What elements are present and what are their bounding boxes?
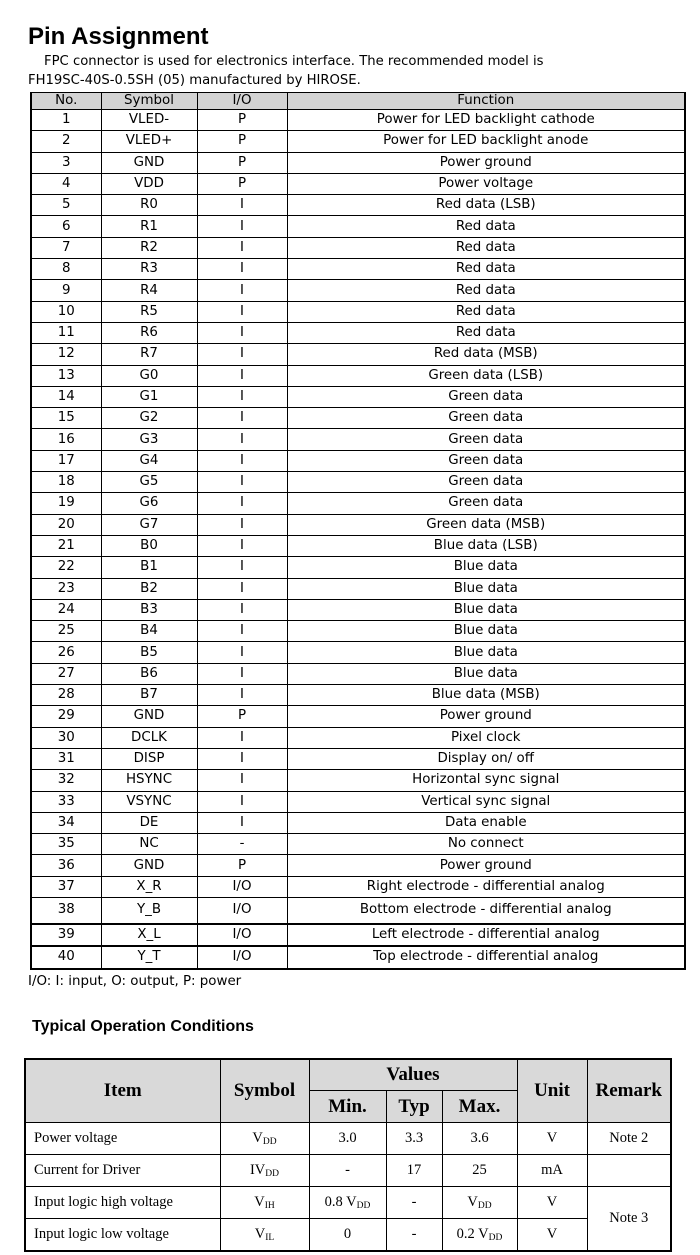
pin-cell-io: I — [197, 642, 287, 663]
pin-cell-symbol: B0 — [101, 535, 197, 556]
pin-cell-symbol: DE — [101, 812, 197, 833]
pin-cell-symbol: R7 — [101, 344, 197, 365]
ops-unit: V — [517, 1123, 587, 1155]
col-header-no: No. — [31, 93, 101, 110]
pin-row — [31, 621, 685, 642]
ops-remark — [587, 1155, 671, 1187]
pin-cell-no: 26 — [31, 642, 101, 663]
pin-row — [31, 924, 685, 946]
pin-cell-symbol: B2 — [101, 578, 197, 599]
ops-symbol-main: V — [252, 1130, 263, 1146]
pin-cell-symbol: R3 — [101, 259, 197, 280]
pin-cell-io: I — [197, 493, 287, 514]
pin-cell-function: Green data — [287, 493, 685, 514]
pin-cell-io: P — [197, 110, 287, 131]
ops-min: - — [309, 1155, 386, 1187]
ops-symbol-sub: DD — [265, 1169, 280, 1179]
pin-row — [31, 259, 685, 280]
pin-row — [31, 748, 685, 769]
pin-cell-symbol: B7 — [101, 685, 197, 706]
pin-row — [31, 450, 685, 471]
pin-cell-no: 9 — [31, 280, 101, 301]
pin-cell-no: 31 — [31, 748, 101, 769]
pin-cell-no: 20 — [31, 514, 101, 535]
pin-row — [31, 173, 685, 194]
pin-row — [31, 280, 685, 301]
ops-symbol — [220, 1123, 309, 1155]
pin-cell-io: I — [197, 472, 287, 493]
pin-cell-symbol: R1 — [101, 216, 197, 237]
ops-symbol-sub: IL — [265, 1233, 275, 1243]
pin-row — [31, 216, 685, 237]
pin-cell-no: 4 — [31, 173, 101, 194]
pin-cell-symbol: G0 — [101, 365, 197, 386]
pin-cell-symbol: G7 — [101, 514, 197, 535]
pin-cell-function: Red data — [287, 322, 685, 343]
ops-max-main: V — [467, 1194, 478, 1210]
pin-row — [31, 429, 685, 450]
pin-cell-function: Red data — [287, 280, 685, 301]
ops-symbol — [220, 1187, 309, 1219]
operation-conditions-table — [24, 1058, 672, 1252]
pin-cell-symbol: X_L — [101, 924, 197, 946]
pin-cell-symbol: X_R — [101, 876, 197, 897]
pin-cell-function: Power ground — [287, 706, 685, 727]
pin-row — [31, 770, 685, 791]
pin-cell-function: Green data — [287, 386, 685, 407]
pin-cell-symbol: B6 — [101, 663, 197, 684]
pin-cell-function: Top electrode - differential analog — [287, 946, 685, 968]
pin-cell-io: I — [197, 812, 287, 833]
ops-item: Input logic high voltage — [25, 1187, 220, 1219]
pin-cell-no: 18 — [31, 472, 101, 493]
ops-min: 3.0 — [309, 1123, 386, 1155]
pin-row — [31, 599, 685, 620]
pin-cell-symbol: VSYNC — [101, 791, 197, 812]
ops-row — [25, 1123, 671, 1155]
pin-assignment-table — [30, 92, 686, 970]
ops-max-main: 0.2 V — [456, 1226, 489, 1242]
ops-header-min: Min. — [309, 1091, 386, 1123]
pin-cell-symbol: G5 — [101, 472, 197, 493]
ops-symbol-main: V — [254, 1226, 266, 1242]
pin-cell-function: No connect — [287, 834, 685, 855]
pin-cell-io: I — [197, 195, 287, 216]
ops-symbol-main: IV — [249, 1162, 266, 1178]
pin-cell-no: 28 — [31, 685, 101, 706]
pin-cell-no: 8 — [31, 259, 101, 280]
io-legend: I/O: I: input, O: output, P: power — [28, 974, 242, 989]
pin-cell-no: 6 — [31, 216, 101, 237]
pin-cell-io: I — [197, 322, 287, 343]
pin-cell-function: Blue data — [287, 599, 685, 620]
pin-cell-symbol: GND — [101, 706, 197, 727]
pin-cell-no: 39 — [31, 924, 101, 946]
ops-min: 0 — [309, 1219, 386, 1252]
pin-cell-no: 30 — [31, 727, 101, 748]
pin-cell-symbol: R5 — [101, 301, 197, 322]
pin-cell-no: 5 — [31, 195, 101, 216]
pin-cell-function: Blue data — [287, 557, 685, 578]
pin-cell-io: I — [197, 791, 287, 812]
ops-header-typ: Typ — [386, 1091, 442, 1123]
pin-row — [31, 152, 685, 173]
pin-cell-function: Green data — [287, 472, 685, 493]
pin-cell-io: I — [197, 748, 287, 769]
col-header-io: I/O — [197, 93, 287, 110]
ops-max-sub: DD — [488, 1233, 503, 1243]
pin-cell-no: 25 — [31, 621, 101, 642]
pin-cell-no: 22 — [31, 557, 101, 578]
pin-cell-symbol: VDD — [101, 173, 197, 194]
pin-cell-function: Power voltage — [287, 173, 685, 194]
pin-cell-function: Green data — [287, 408, 685, 429]
ops-remark: Note 2 — [587, 1123, 671, 1155]
pin-cell-function: Green data — [287, 450, 685, 471]
pin-cell-no: 11 — [31, 322, 101, 343]
pin-cell-no: 34 — [31, 812, 101, 833]
pin-row — [31, 131, 685, 152]
pin-row — [31, 514, 685, 535]
pin-row — [31, 365, 685, 386]
pin-cell-function: Power for LED backlight cathode — [287, 110, 685, 131]
pin-cell-no: 37 — [31, 876, 101, 897]
pin-cell-no: 2 — [31, 131, 101, 152]
pin-row — [31, 110, 685, 131]
ops-header-item: Item — [25, 1059, 220, 1123]
ops-remark: Note 3 — [587, 1187, 671, 1252]
ops-header-symbol: Symbol — [220, 1059, 309, 1123]
pin-cell-function: Power ground — [287, 855, 685, 876]
pin-row — [31, 897, 685, 924]
pin-row — [31, 642, 685, 663]
pin-cell-io: I/O — [197, 946, 287, 968]
pin-cell-function: Blue data (LSB) — [287, 535, 685, 556]
ops-item: Input logic low voltage — [25, 1219, 220, 1252]
pin-cell-no: 12 — [31, 344, 101, 365]
pin-row — [31, 834, 685, 855]
page-title: Pin Assignment — [28, 23, 209, 50]
ops-max — [442, 1219, 517, 1252]
pin-cell-io: I — [197, 450, 287, 471]
pin-cell-no: 32 — [31, 770, 101, 791]
pin-cell-io: I — [197, 727, 287, 748]
ops-symbol-main: V — [254, 1194, 265, 1210]
pin-row — [31, 557, 685, 578]
pin-cell-symbol: Y_T — [101, 946, 197, 968]
ops-header-unit: Unit — [517, 1059, 587, 1123]
pin-cell-function: Blue data — [287, 663, 685, 684]
pin-row — [31, 195, 685, 216]
pin-cell-io: I — [197, 557, 287, 578]
pin-cell-function: Red data — [287, 301, 685, 322]
pin-cell-function: Blue data — [287, 642, 685, 663]
pin-cell-no: 35 — [31, 834, 101, 855]
ops-row — [25, 1219, 671, 1252]
pin-cell-no: 36 — [31, 855, 101, 876]
pin-cell-symbol: G6 — [101, 493, 197, 514]
pin-cell-function: Data enable — [287, 812, 685, 833]
ops-typ: 3.3 — [386, 1123, 442, 1155]
pin-cell-no: 14 — [31, 386, 101, 407]
pin-cell-no: 23 — [31, 578, 101, 599]
pin-cell-io: I — [197, 237, 287, 258]
ops-header-values: Values — [309, 1059, 517, 1091]
pin-cell-function: Red data (MSB) — [287, 344, 685, 365]
pin-cell-io: I — [197, 578, 287, 599]
pin-cell-no: 7 — [31, 237, 101, 258]
ops-min — [309, 1187, 386, 1219]
pin-cell-io: I — [197, 216, 287, 237]
pin-table-header-row — [31, 93, 685, 110]
col-header-function: Function — [287, 93, 685, 110]
ops-header-remark: Remark — [587, 1059, 671, 1123]
pin-cell-io: I — [197, 770, 287, 791]
pin-cell-io: P — [197, 855, 287, 876]
ops-typ: - — [386, 1187, 442, 1219]
pin-row — [31, 685, 685, 706]
ops-symbol — [220, 1219, 309, 1252]
pin-cell-function: Vertical sync signal — [287, 791, 685, 812]
pin-cell-symbol: Y_B — [101, 897, 197, 924]
pin-row — [31, 727, 685, 748]
pin-cell-symbol: B4 — [101, 621, 197, 642]
pin-cell-no: 27 — [31, 663, 101, 684]
pin-cell-symbol: VLED+ — [101, 131, 197, 152]
pin-cell-function: Red data (LSB) — [287, 195, 685, 216]
ops-unit: V — [517, 1219, 587, 1252]
ops-symbol-sub: IH — [264, 1201, 275, 1211]
pin-cell-no: 3 — [31, 152, 101, 173]
pin-cell-symbol: B3 — [101, 599, 197, 620]
pin-cell-function: Green data (MSB) — [287, 514, 685, 535]
pin-cell-io: I/O — [197, 897, 287, 924]
pin-cell-symbol: DCLK — [101, 727, 197, 748]
pin-cell-io: I — [197, 429, 287, 450]
pin-cell-symbol: GND — [101, 855, 197, 876]
pin-cell-symbol: VLED- — [101, 110, 197, 131]
pin-cell-io: P — [197, 152, 287, 173]
pin-row — [31, 301, 685, 322]
ops-max: 25 — [442, 1155, 517, 1187]
pin-cell-symbol: R6 — [101, 322, 197, 343]
pin-cell-io: I/O — [197, 924, 287, 946]
pin-cell-io: I — [197, 386, 287, 407]
ops-item: Power voltage — [25, 1123, 220, 1155]
pin-cell-io: I — [197, 685, 287, 706]
pin-cell-function: Red data — [287, 216, 685, 237]
pin-row — [31, 791, 685, 812]
pin-cell-no: 40 — [31, 946, 101, 968]
pin-cell-function: Red data — [287, 259, 685, 280]
pin-cell-function: Blue data (MSB) — [287, 685, 685, 706]
pin-row — [31, 706, 685, 727]
pin-cell-function: Bottom electrode - differential analog — [287, 897, 685, 924]
pin-cell-no: 16 — [31, 429, 101, 450]
pin-cell-symbol: HSYNC — [101, 770, 197, 791]
pin-cell-symbol: G2 — [101, 408, 197, 429]
pin-row — [31, 408, 685, 429]
intro-text — [28, 52, 543, 90]
pin-cell-function: Blue data — [287, 578, 685, 599]
ops-min-sub: DD — [356, 1201, 371, 1211]
pin-row — [31, 237, 685, 258]
pin-table-body — [31, 110, 685, 969]
pin-cell-io: I — [197, 535, 287, 556]
pin-cell-no: 24 — [31, 599, 101, 620]
ops-row — [25, 1187, 671, 1219]
pin-cell-no: 29 — [31, 706, 101, 727]
pin-cell-io: I — [197, 365, 287, 386]
pin-cell-symbol: R2 — [101, 237, 197, 258]
pin-row — [31, 472, 685, 493]
pin-cell-symbol: R0 — [101, 195, 197, 216]
pin-cell-io: I — [197, 663, 287, 684]
pin-cell-io: P — [197, 131, 287, 152]
pin-row — [31, 322, 685, 343]
col-header-symbol: Symbol — [101, 93, 197, 110]
pin-cell-io: I — [197, 259, 287, 280]
pin-cell-no: 21 — [31, 535, 101, 556]
pin-cell-symbol: G1 — [101, 386, 197, 407]
pin-cell-symbol: NC — [101, 834, 197, 855]
pin-cell-function: Green data (LSB) — [287, 365, 685, 386]
pin-cell-symbol: DISP — [101, 748, 197, 769]
pin-row — [31, 578, 685, 599]
ops-unit: mA — [517, 1155, 587, 1187]
pin-row — [31, 812, 685, 833]
pin-cell-no: 38 — [31, 897, 101, 924]
ops-unit: V — [517, 1187, 587, 1219]
pin-row — [31, 535, 685, 556]
pin-cell-symbol: B5 — [101, 642, 197, 663]
pin-row — [31, 946, 685, 968]
pin-cell-function: Horizontal sync signal — [287, 770, 685, 791]
pin-cell-no: 33 — [31, 791, 101, 812]
pin-cell-function: Left electrode - differential analog — [287, 924, 685, 946]
pin-cell-function: Blue data — [287, 621, 685, 642]
pin-cell-io: I — [197, 280, 287, 301]
pin-row — [31, 876, 685, 897]
intro-line-2: FH19SC-40S-0.5SH (05) manufactured by HIROSE. — [28, 73, 361, 88]
pin-cell-no: 1 — [31, 110, 101, 131]
pin-cell-io: I — [197, 621, 287, 642]
ops-max-sub: DD — [477, 1201, 492, 1211]
ops-typ: - — [386, 1219, 442, 1252]
pin-cell-no: 10 — [31, 301, 101, 322]
pin-cell-io: I — [197, 514, 287, 535]
pin-cell-io: I — [197, 599, 287, 620]
pin-cell-no: 19 — [31, 493, 101, 514]
pin-cell-io: I — [197, 408, 287, 429]
pin-row — [31, 386, 685, 407]
ops-row — [25, 1155, 671, 1187]
pin-cell-function: Power for LED backlight anode — [287, 131, 685, 152]
ops-item: Current for Driver — [25, 1155, 220, 1187]
pin-cell-io: I — [197, 344, 287, 365]
ops-max — [442, 1187, 517, 1219]
ops-max: 3.6 — [442, 1123, 517, 1155]
pin-cell-function: Display on/ off — [287, 748, 685, 769]
pin-cell-function: Power ground — [287, 152, 685, 173]
ops-header-max: Max. — [442, 1091, 517, 1123]
pin-cell-symbol: R4 — [101, 280, 197, 301]
pin-cell-function: Green data — [287, 429, 685, 450]
pin-cell-io: P — [197, 173, 287, 194]
pin-row — [31, 344, 685, 365]
pin-cell-io: I — [197, 301, 287, 322]
pin-cell-io: - — [197, 834, 287, 855]
pin-row — [31, 493, 685, 514]
pin-row — [31, 855, 685, 876]
pin-cell-io: I/O — [197, 876, 287, 897]
ops-typ: 17 — [386, 1155, 442, 1187]
ops-symbol-sub: DD — [262, 1137, 277, 1147]
pin-cell-symbol: GND — [101, 152, 197, 173]
pin-cell-function: Red data — [287, 237, 685, 258]
pin-row — [31, 663, 685, 684]
pin-cell-io: P — [197, 706, 287, 727]
pin-cell-symbol: G4 — [101, 450, 197, 471]
pin-cell-symbol: B1 — [101, 557, 197, 578]
ops-min-main: 0.8 V — [324, 1194, 357, 1210]
intro-line-1: FPC connector is used for electronics interface. The recommended model is — [44, 54, 544, 69]
pin-cell-no: 15 — [31, 408, 101, 429]
pin-cell-function: Pixel clock — [287, 727, 685, 748]
pin-cell-symbol: G3 — [101, 429, 197, 450]
ops-header-row-1 — [25, 1059, 671, 1091]
ops-symbol — [220, 1155, 309, 1187]
section-title-operation: Typical Operation Conditions — [32, 1018, 254, 1035]
pin-cell-function: Right electrode - differential analog — [287, 876, 685, 897]
pin-cell-no: 17 — [31, 450, 101, 471]
pin-cell-no: 13 — [31, 365, 101, 386]
